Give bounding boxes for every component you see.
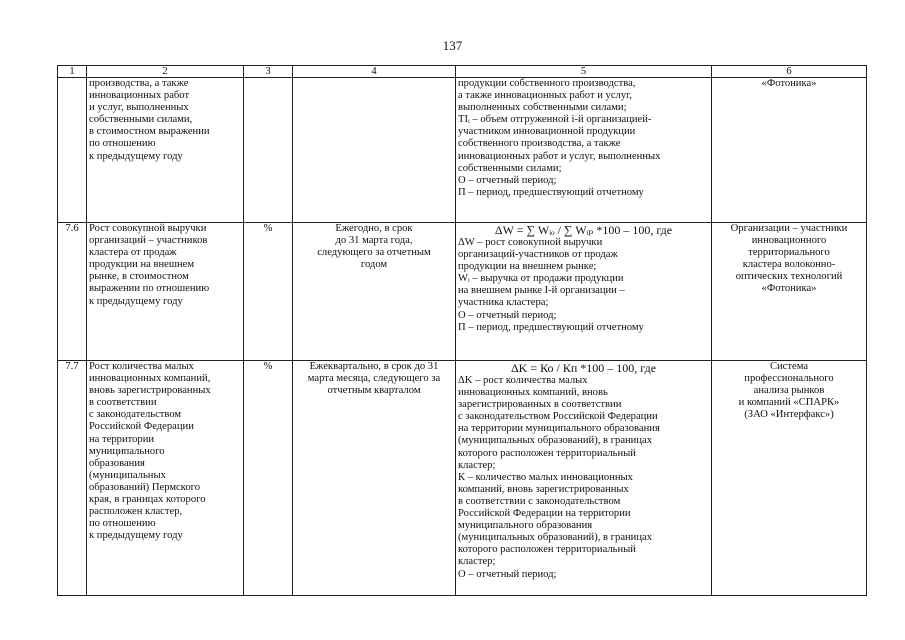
text-line: компаний, вновь зарегистрированных (458, 483, 629, 495)
text-line: по отношению (89, 518, 156, 530)
unit-cell: % (244, 223, 293, 361)
text-line: анализа рынков (753, 385, 825, 397)
text-line: организаций-участников от продаж (458, 249, 618, 261)
text-line: расположен кластер, (89, 506, 183, 518)
text-line: в соответствии (89, 397, 157, 409)
text-line: края, в границах которого (89, 494, 206, 506)
text-line: и компаний «СПАРК» (738, 397, 840, 409)
text-line: а также инновационных работ и услуг, (458, 90, 632, 102)
text-line: с законодательством (89, 409, 182, 421)
indicators-table (57, 65, 867, 596)
formula: ΔK = Ко / Кп *100 – 100, где (510, 361, 657, 375)
indicator-cell (87, 78, 244, 223)
text-line: которого расположен территориальный (458, 447, 636, 459)
text-line: выполненных собственными силами; (458, 102, 627, 114)
text-line: продукции на внешнем (89, 259, 195, 271)
text-line: зарегистрированных в соответствии (458, 399, 622, 411)
text-line: кластера от продаж (89, 247, 177, 259)
text-line: инновационных компаний, (89, 373, 211, 385)
text-line: образований) Пермского (89, 481, 201, 493)
text-line: организаций – участников (89, 235, 208, 247)
text-line: которого расположен территориальный (458, 544, 636, 556)
text-line: на территории (89, 433, 155, 445)
text-line: ΔK – рост количества малых (458, 375, 588, 386)
text-line: инновационных компаний, вновь (458, 387, 608, 399)
text-line: муниципального (89, 445, 165, 457)
text-line: (муниципальных (89, 469, 166, 481)
row-number-cell: 7.6 (58, 223, 87, 361)
text-line: кластер; (458, 556, 496, 568)
text-line: П – период, предшествующий отчетному (458, 321, 644, 333)
text-line: «Фотоника» (761, 78, 817, 89)
text-line: Рост совокупной выручки (89, 223, 207, 234)
unit-cell (244, 78, 293, 223)
text-line: Рост количества малых (89, 361, 194, 372)
text-line: участника кластера; (458, 297, 549, 309)
indicator-cell (87, 223, 244, 361)
text-line: выражении по отношению (89, 283, 210, 295)
text-line: Wᵢ – выручка от продажи продукции (458, 273, 624, 285)
text-line: O – отчетный период; (458, 568, 557, 580)
method-cell (456, 223, 712, 361)
text-line: с законодательством Российской Федерации (458, 411, 658, 423)
text-line: территориального (748, 247, 830, 259)
text-line: TIᵢ – объем отгруженной i-й организацией- (458, 114, 652, 126)
text-line: к предыдущему году (89, 530, 183, 542)
text-line: Ежегодно, в срок (335, 223, 413, 234)
term-cell (293, 78, 456, 223)
text-line: до 31 марта года, (335, 235, 413, 247)
source-cell (712, 223, 867, 361)
table-row (58, 361, 867, 596)
source-cell (712, 361, 867, 596)
text-line: «Фотоника» (761, 283, 817, 295)
text-line: собственного производства, а также (458, 138, 621, 150)
text-line: отчетным кварталом (327, 385, 421, 397)
header-cell: 4 (293, 66, 456, 78)
header-cell: 6 (712, 66, 867, 78)
method-cell (456, 78, 712, 223)
header-cell: 5 (456, 66, 712, 78)
text-line: собственными силами, (89, 114, 193, 126)
header-row (58, 66, 867, 78)
text-line: (муниципальных образований), в границах (458, 532, 653, 544)
text-line: (ЗАО «Интерфакс») (744, 409, 834, 421)
text-line: К – количество малых инновационных (458, 471, 633, 483)
text-line: кластера волоконно- (742, 259, 836, 271)
text-line: продукции собственного производства, (458, 78, 636, 89)
text-line: производства, а также (89, 78, 189, 89)
table-row (58, 78, 867, 223)
text-line: образования (89, 457, 145, 469)
page-number: 137 (442, 38, 463, 53)
formula: ΔW = ∑ Wᵢₒ / ∑ Wᵢₚ *100 – 100, где (494, 223, 673, 237)
row-number-cell (58, 78, 87, 223)
row-number-cell: 7.7 (58, 361, 87, 596)
text-line: на территории муниципального образования (458, 423, 660, 435)
text-line: (муниципальных образований), в границах (458, 435, 653, 447)
source-cell (712, 78, 867, 223)
text-line: и услуг, выполненных (89, 102, 189, 114)
header-cell: 3 (244, 66, 293, 78)
unit-cell: % (244, 361, 293, 596)
method-cell (456, 361, 712, 596)
text-line: годом (360, 259, 388, 271)
text-line: O – отчетный период; (458, 174, 557, 186)
text-line: собственными силами; (458, 162, 562, 174)
text-line: участником инновационной продукции (458, 126, 636, 138)
text-line: марта месяца, следующего за (307, 373, 441, 385)
text-line: инновационных работ и услуг, выполненных (458, 150, 661, 162)
text-line: в стоимостном выражении (89, 126, 210, 138)
text-line: в соответствии с законодательством (458, 495, 621, 507)
text-line: рынке, в стоимостном (89, 271, 189, 283)
text-line: к предыдущему году (89, 295, 183, 307)
text-line: следующего за отчетным (317, 247, 431, 259)
text-line: кластер; (458, 459, 496, 471)
text-line: Ежеквартально, в срок до 31 (309, 361, 439, 372)
term-cell (293, 223, 456, 361)
text-line: Российской Федерации на территории (458, 508, 631, 520)
text-line: оптических технологий (735, 271, 843, 283)
text-line: профессионального (744, 373, 834, 385)
text-line: продукции на внешнем рынке; (458, 261, 597, 273)
text-line: на внешнем рынке I-й организации – (458, 285, 625, 297)
text-line: Российской Федерации (89, 421, 194, 433)
text-line: П – период, предшествующий отчетному (458, 186, 644, 198)
text-line: O – отчетный период; (458, 309, 557, 321)
indicator-cell (87, 361, 244, 596)
text-line: по отношению (89, 138, 156, 150)
text-line: инновационного (751, 235, 827, 247)
term-cell (293, 361, 456, 596)
text-line: ΔW – рост совокупной выручки (458, 237, 603, 248)
text-line: вновь зарегистрированных (89, 385, 211, 397)
text-line: инновационных работ (89, 90, 190, 102)
text-line: муниципального образования (458, 520, 593, 532)
header-cell: 2 (87, 66, 244, 78)
text-line: Система (769, 361, 809, 372)
table-row (58, 223, 867, 361)
text-line: Организации – участники (730, 223, 848, 234)
text-line: к предыдущему году (89, 150, 183, 162)
header-cell: 1 (58, 66, 87, 78)
